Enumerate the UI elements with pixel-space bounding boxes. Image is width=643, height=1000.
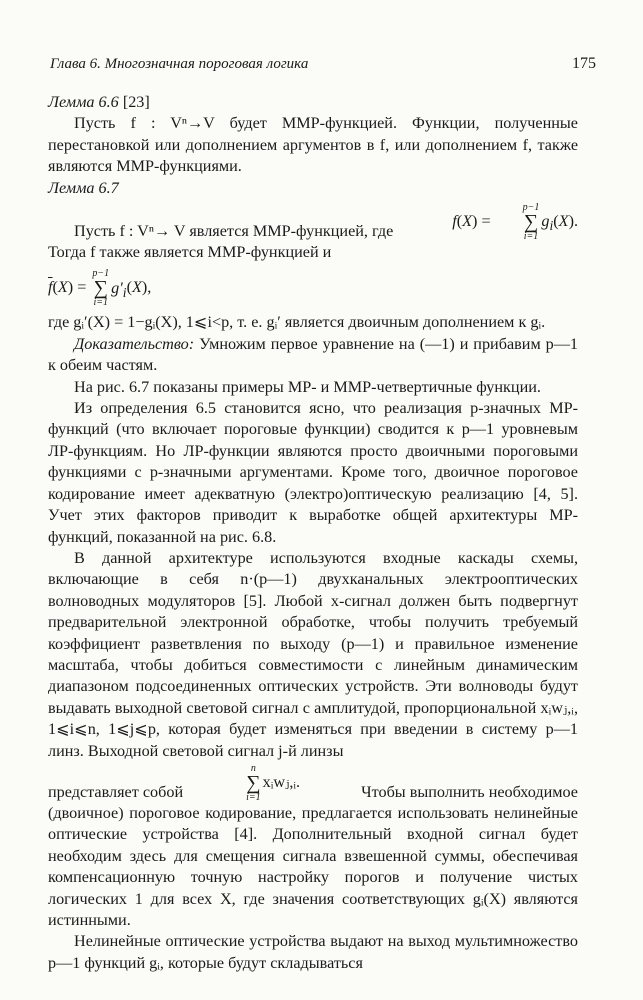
paragraph-fig-6-7: На рис. 6.7 показаны примеры МР- и ММР-четвертичные функции. bbox=[74, 377, 541, 396]
lemma-6-7-formula-1: f(X) = p−1 ∑ i=1 $g_i(X)$. bbox=[452, 202, 578, 243]
sum-symbol: p−1 ∑ i=1 bbox=[522, 202, 540, 243]
sum-symbol: n ∑ i=1 bbox=[246, 762, 261, 803]
paragraph-nonlinear-devices: Нелинейные оптические устройства выдают на выход мультимножество p—1 функций gᵢ, которые будут складываться bbox=[48, 932, 578, 972]
lens-output-line bbox=[48, 764, 578, 803]
paragraph-definition-6-5: Из определения 6.5 становится ясно, что реализация p-значных МР-функций (что включает пороговые функции) сводится к p—1 уровневым ЛР-функциям. Но ЛР-функции являются просто двоичными пороговыми функциями с p-значными аргументами. Кроме того, двоичное пороговое кодирование имеет адекватную (электро)оптическую реализацию [4, 5]. Учет этих факторов приводит к выработке общей архитектуры МР-функций, показанной на рис. 6.8. bbox=[48, 399, 578, 546]
proof-text: Умножим первое уравнение на (—1) и прибавим p—1 к обеим частям. bbox=[48, 334, 578, 375]
sum-symbol: p−1 ∑ i=1 bbox=[92, 268, 110, 309]
lemma-6-6-heading bbox=[48, 92, 578, 113]
page-body bbox=[48, 92, 578, 974]
paragraph-architecture: В данной архитектуре используются входные каскады схемы, включающие в себя n·(p—1) двухканальных электрооптических волноводных модуляторов [5]. Любой x-сигнал должен быть подвергнут предварительной электронной обработке, чтобы получить требуемый коэффициент разветвления по выходу (p—1) и правильное изменение масштаба, чтобы добиться совместимости с линейным динамическим диапазоном подсоединенных оптических устройств. Эти волноводы будут выдавать выходной световой сигнал с амплитудой, пропорциональной xᵢwⱼ,ᵢ, 1⩽i⩽n, 1⩽j⩽p, которая будет изменяться при введении в систему p—1 линз. Выходной световой сигнал j-й линзы bbox=[48, 548, 578, 760]
lemma-6-6-ref: [23] bbox=[122, 93, 150, 111]
lemma-6-7-statement bbox=[48, 203, 578, 242]
proof-paragraph bbox=[48, 334, 578, 377]
lemma-6-7-heading: Лемма 6.7 bbox=[48, 178, 119, 197]
lemma-6-7-then: Тогда f также является ММР-функцией и bbox=[48, 243, 332, 262]
lens-output-right: Чтобы выполнить необходимое bbox=[361, 782, 578, 801]
lemma-6-6-text: Пусть f : Vⁿ→V будет ММР-функцией. Функции, полученные перестановкой или дополнением аргументов в f, или дополнением f, также являются ММР-функциями. bbox=[48, 114, 578, 176]
lemma-6-6-title: Лемма 6.6 bbox=[48, 93, 119, 111]
page-number: 175 bbox=[572, 55, 596, 72]
lemma-6-7-formula-2: $\overline{f}(X)$ = p−1 ∑ i=1 $g'_i(X)$, bbox=[48, 268, 152, 309]
proof-label: Доказательство: bbox=[74, 334, 195, 353]
lemma-6-7-where: где gᵢ′(X) = 1−gᵢ(X), 1⩽i<p, т. е. gᵢ′ является двоичным дополнением к gᵢ. bbox=[48, 313, 546, 332]
running-header-title: Глава 6. Многозначная пороговая логика bbox=[50, 56, 309, 72]
lemma-6-7-intro: Пусть f : Vⁿ→ V является ММР-функцией, где bbox=[74, 221, 394, 240]
lens-output-formula: n ∑ i=1 xᵢwⱼ,ᵢ. bbox=[246, 762, 301, 803]
lens-output-left: представляет собой bbox=[48, 782, 184, 801]
paragraph-threshold-coding: (двоичное) пороговое кодирование, предлагается использовать нелинейные оптические устройства [4]. Дополнительный входной сигнал будет необходим здесь для смещения сигнала взвешенной суммы, обеспечивая компенсационную точную настройку порогов и получение чистых логических 1 для всех X, где значения соответствующих gᵢ(X) являются истинными. bbox=[48, 803, 578, 929]
